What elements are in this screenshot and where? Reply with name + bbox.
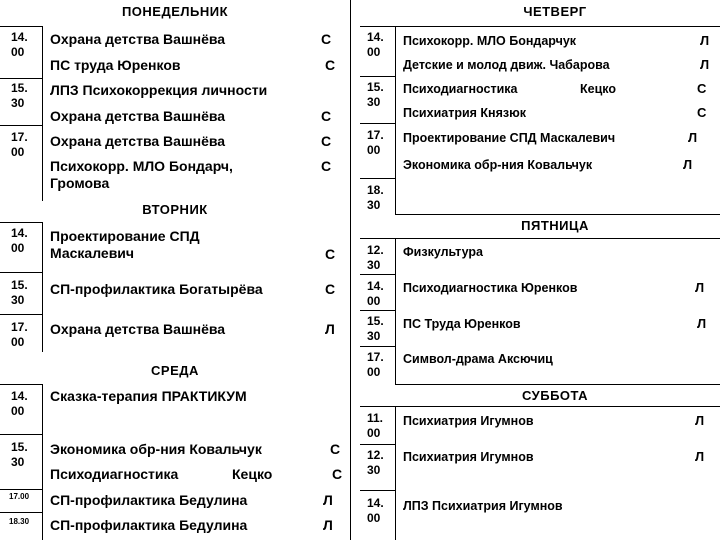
thursday-slot4-time: 18. 30 — [367, 183, 384, 212]
monday-slot3-subject2: Психокорр. МЛО Бондарч, Громова — [50, 158, 233, 191]
saturday-slot2-time: 12. 30 — [367, 448, 384, 477]
tuesday-slot3-type: Л — [325, 321, 335, 337]
tuesday-slot3-subject: Охрана детства Вашнёва — [50, 321, 226, 337]
saturday-slot1-type: Л — [695, 413, 705, 428]
friday-slot1-time: 12. 30 — [367, 243, 384, 272]
monday-slot1-subject2: ПС труда Юренков — [50, 57, 181, 73]
wednesday-slot2-subject1: Экономика обр-ния Ковальчук — [50, 441, 262, 457]
wednesday-slot2-extra2: Кецко — [232, 466, 273, 482]
thursday-slot2-subject2: Психиатрия Князюк — [403, 106, 527, 120]
thursday-slot1-type2: Л — [700, 57, 710, 72]
friday-slot4-subject: Символ-драма Аксючиц — [403, 352, 553, 366]
friday-slot1-subject: Физкультура — [403, 245, 483, 259]
thursday-slot2-type1: С — [697, 81, 707, 96]
wednesday-slot2-type2: С — [332, 466, 343, 482]
monday-slot3-time: 17. 00 — [11, 130, 28, 159]
tuesday-header: ВТОРНИК — [142, 202, 208, 217]
thursday-slot3-time: 17. 00 — [367, 128, 384, 157]
monday-slot1-type1: С — [321, 31, 332, 47]
saturday-slot2-subject: Психиатрия Игумнов — [403, 450, 534, 464]
thursday-slot1-subject2: Детские и молод движ. Чабарова — [403, 58, 610, 72]
wednesday-slot3-subject: СП-профилактика Бедулина — [50, 492, 248, 508]
wednesday-slot3-time: 17.00 — [9, 492, 30, 501]
tuesday-slot3-time: 17. 00 — [11, 320, 28, 349]
wednesday-slot1-time: 14. 00 — [11, 389, 28, 418]
thursday-slot1-type1: Л — [700, 33, 710, 48]
wednesday-header: СРЕДА — [151, 363, 199, 378]
saturday-slot3-subject: ЛПЗ Психиатрия Игумнов — [403, 499, 563, 513]
monday-header: ПОНЕДЕЛЬНИК — [121, 4, 229, 19]
thursday-slot3-type2: Л — [683, 157, 693, 172]
wednesday-slot2-subject2: Психодиагностика — [50, 466, 179, 482]
wednesday-slot4-subject: СП-профилактика Бедулина — [50, 517, 248, 533]
tuesday-slot2-type: С — [325, 281, 336, 297]
tuesday-slot1-type: С — [325, 246, 336, 262]
thursday-header: ЧЕТВЕРГ — [523, 4, 587, 19]
saturday-slot3-time: 14. 00 — [367, 496, 384, 525]
thursday-slot2-extra1: Кецко — [580, 82, 616, 96]
friday-header: ПЯТНИЦА — [521, 218, 589, 233]
saturday-slot1-subject: Психиатрия Игумнов — [403, 414, 534, 428]
monday-slot2-type2: С — [321, 108, 332, 124]
friday-slot2-type: Л — [695, 280, 705, 295]
saturday-slot1-time: 11. 00 — [367, 411, 384, 440]
friday-slot3-time: 15. 30 — [367, 314, 384, 343]
monday-slot3-subject1: Охрана детства Вашнёва — [50, 133, 226, 149]
thursday-slot1-time: 14. 00 — [367, 30, 384, 59]
thursday-slot1-subject1: Психокорр. МЛО Бондарчук — [403, 34, 577, 48]
friday-slot2-subject: Психодиагностика Юренков — [403, 281, 578, 295]
monday-slot1-subject1: Охрана детства Вашнёва — [50, 31, 226, 47]
monday-slot2-time: 15. 30 — [11, 81, 28, 110]
thursday-slot3-subject2: Экономика обр-ния Ковальчук — [403, 158, 593, 172]
tuesday-slot2-subject: СП-профилактика Богатырёва — [50, 281, 263, 297]
wednesday-slot1-subject: Сказка-терапия ПРАКТИКУМ — [50, 388, 247, 404]
friday-slot4-time: 17. 00 — [367, 350, 384, 379]
tuesday-slot1-subject: Проектирование СПД Маскалевич — [50, 228, 200, 261]
monday-slot1-type2: С — [325, 57, 336, 73]
wednesday-slot4-type: Л — [323, 517, 333, 533]
monday-slot2-subject1: ЛПЗ Психокоррекция личности — [50, 82, 268, 98]
wednesday-slot2-time: 15. 30 — [11, 440, 28, 469]
wednesday-slot2-type1: С — [330, 441, 341, 457]
friday-slot2-time: 14. 00 — [367, 279, 384, 308]
wednesday-slot3-type: Л — [323, 492, 333, 508]
friday-slot3-type: Л — [697, 316, 707, 331]
monday-slot3-type1: С — [321, 133, 332, 149]
thursday-slot2-type2: С — [697, 105, 707, 120]
saturday-slot2-type: Л — [695, 449, 705, 464]
saturday-header: СУББОТА — [521, 388, 589, 403]
thursday-slot3-type1: Л — [688, 130, 698, 145]
thursday-slot3-subject1: Проектирование СПД Маскалевич — [403, 131, 616, 145]
monday-slot1-time: 14. 00 — [11, 30, 28, 59]
column-divider — [350, 0, 351, 540]
friday-slot3-subject: ПС Труда Юренков — [403, 317, 521, 331]
monday-slot3-type2: С — [321, 158, 332, 174]
wednesday-slot4-time: 18.30 — [9, 517, 30, 526]
tuesday-slot2-time: 15. 30 — [11, 278, 28, 307]
thursday-slot2-subject1: Психодиагностика — [403, 82, 518, 96]
tuesday-slot1-time: 14. 00 — [11, 226, 28, 255]
thursday-slot2-time: 15. 30 — [367, 80, 384, 109]
monday-slot2-subject2: Охрана детства Вашнёва — [50, 108, 226, 124]
